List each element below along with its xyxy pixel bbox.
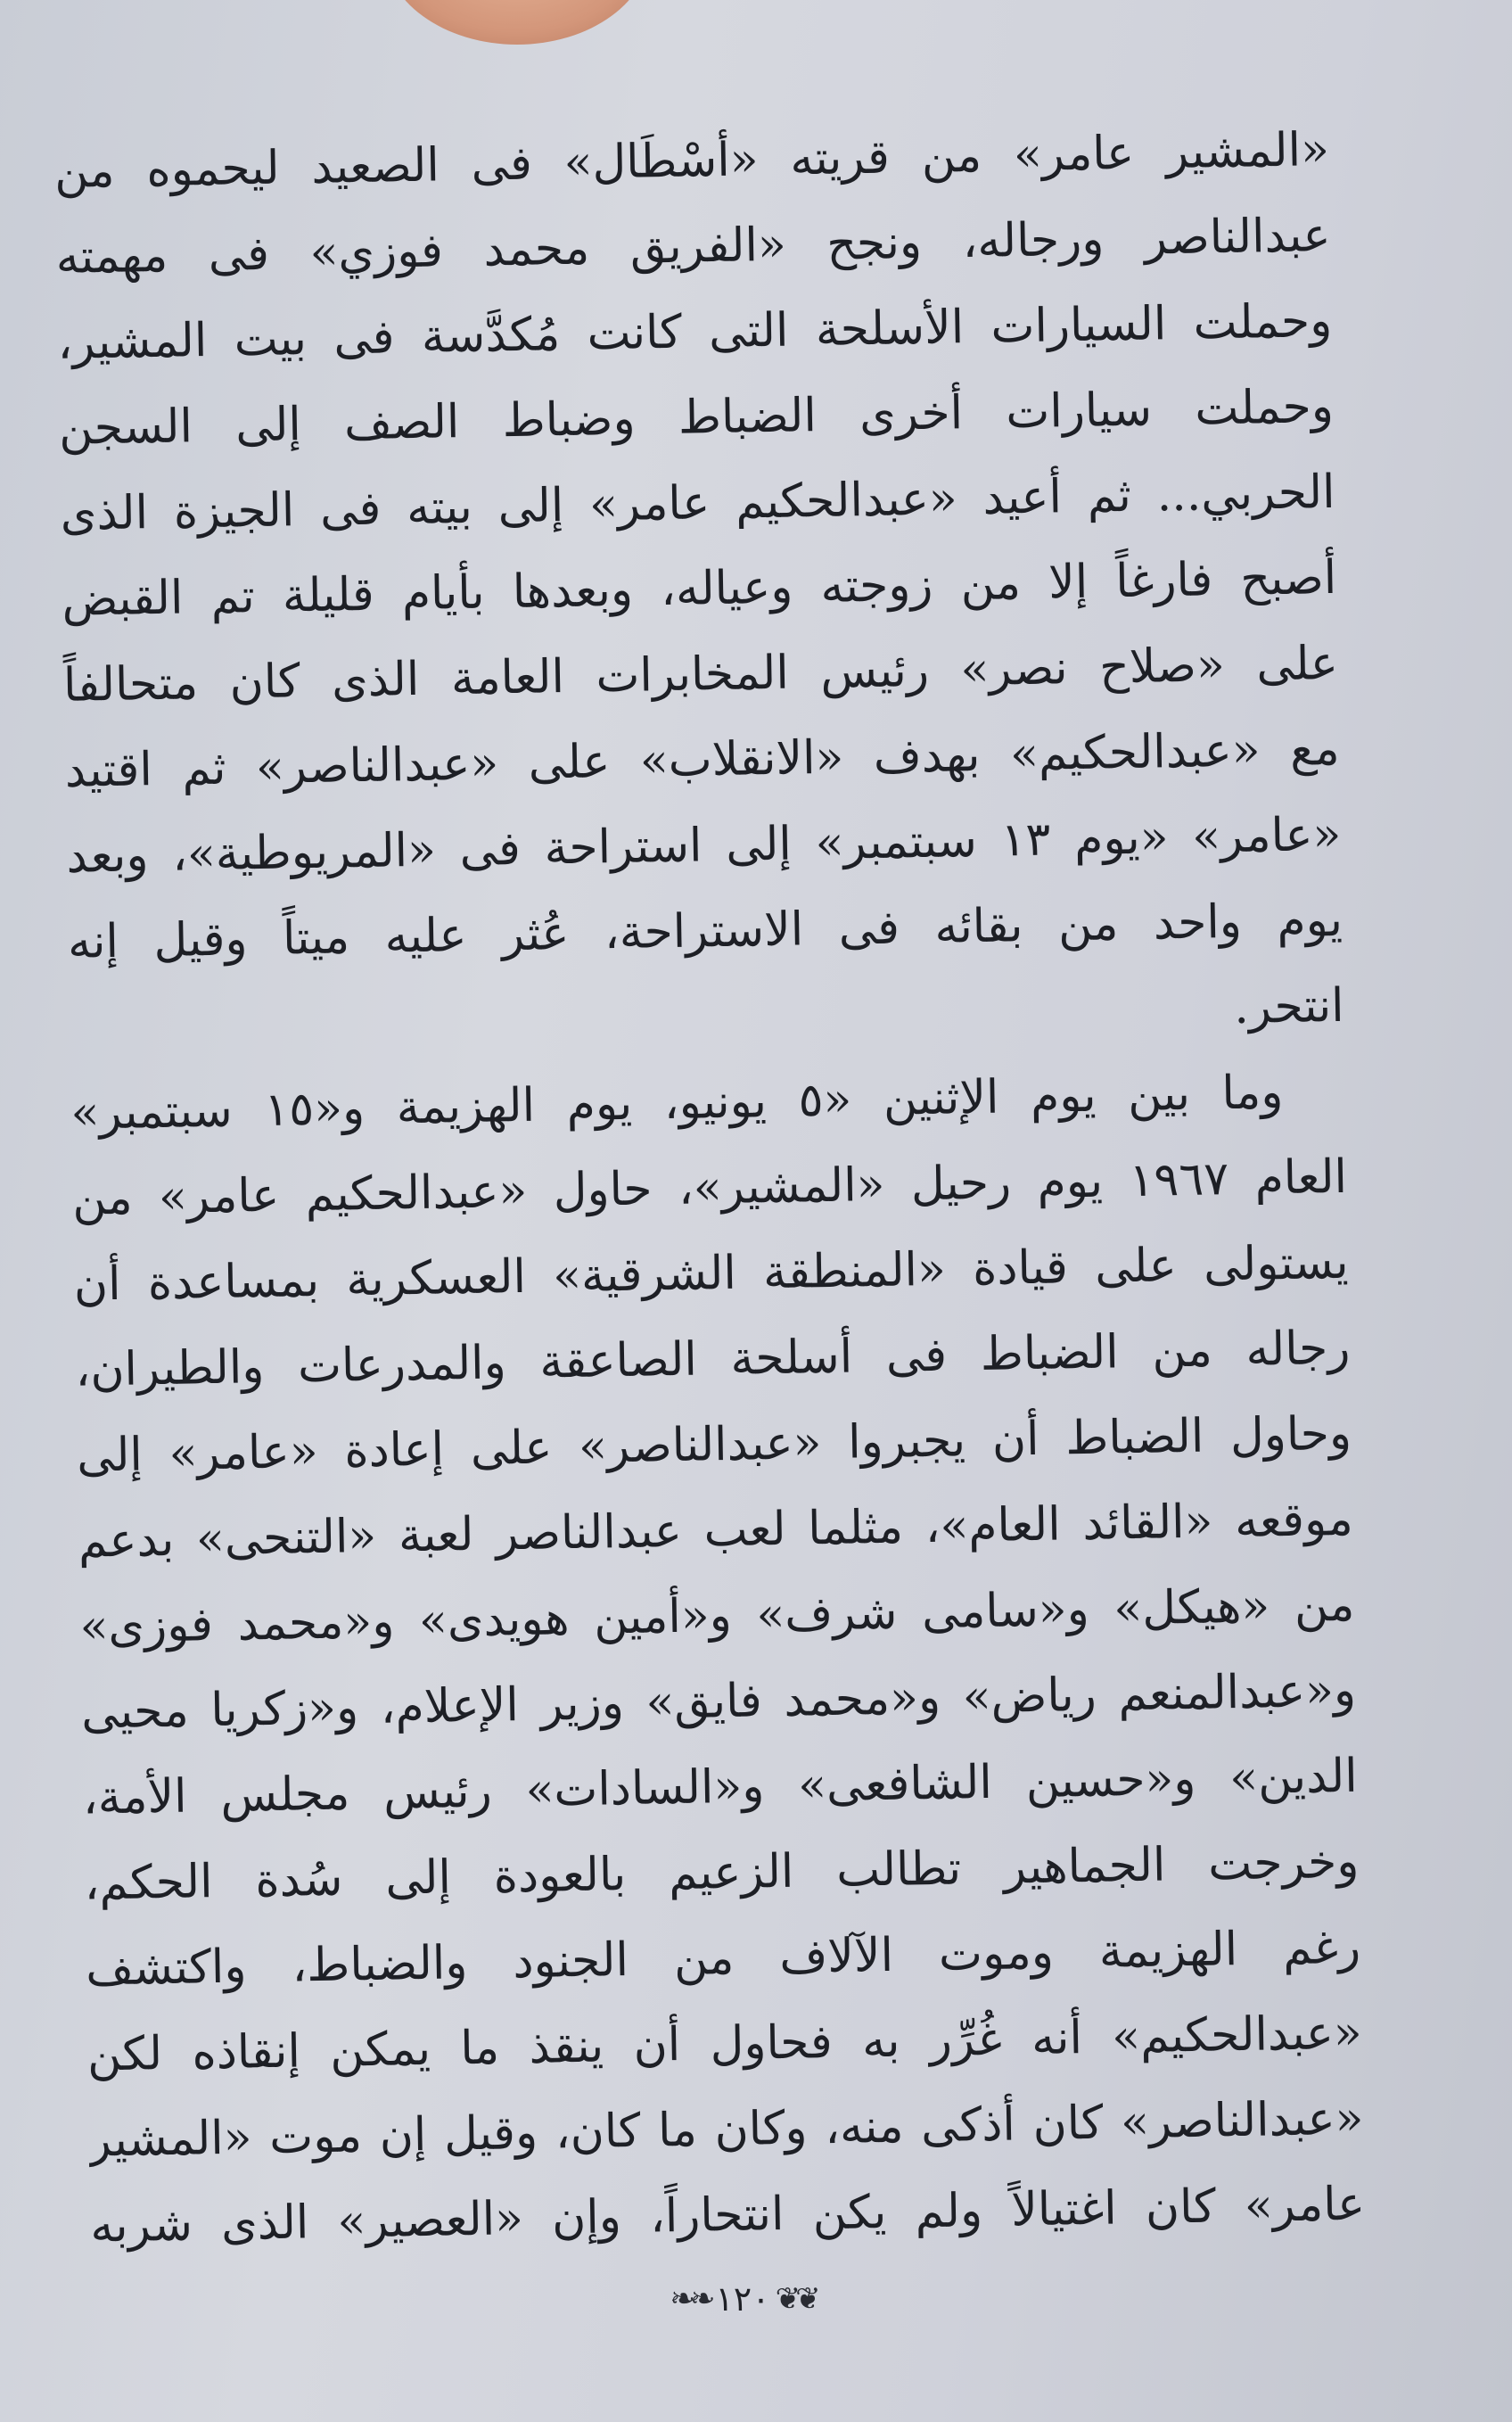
text-line: «عبدالناصر» كان أذكى منه، وكان ما كان، وقيل إن موت «المشير bbox=[88, 2091, 1364, 2168]
text-line: على «صلاح نصر» رئيس المخابرات العامة الذى كان متحالفاً bbox=[62, 636, 1339, 713]
text-line: وخرجت الجماهير تطالب الزعيم بالعودة إلى سُدة الحكم، bbox=[84, 1834, 1360, 1911]
text-line: رغم الهزيمة وموت الآلاف من الجنود والضباط، واكتشف bbox=[85, 1920, 1361, 1997]
paragraph-start-line: وما بين يوم الإثنين «٥ يونيو، يوم الهزيمة و«١٥ سبتمبر» bbox=[70, 1066, 1284, 1141]
text-line: من «هيكل» و«سامى شرف» و«أمين هويدى» و«محمد فوزى» bbox=[79, 1578, 1355, 1654]
flourish-icon: ❧❧ bbox=[670, 2281, 711, 2317]
thumb-in-frame bbox=[383, 0, 651, 45]
text-line: موقعه «القائد العام»، مثلما لعب عبدالناصر لعبة «التنحى» بدعم bbox=[78, 1492, 1354, 1569]
text-line: «المشير عامر» من قريته «أسْطَال» فى الصعيد ليحموه من bbox=[53, 122, 1330, 199]
text-line: يستولى على قيادة «المنطقة الشرقية» العسكرية بمساعدة أن bbox=[73, 1235, 1350, 1312]
text-line: وحاول الضباط أن يجبروا «عبدالناصر» على إعادة «عامر» إلى bbox=[76, 1406, 1352, 1483]
text-line: الدين» و«حسين الشافعى» و«السادات» رئيس مجلس الأمة، bbox=[82, 1749, 1359, 1825]
flourish-icon: ❦❦ bbox=[775, 2281, 816, 2317]
text-line: وحملت السيارات الأسلحة التى كانت مُكدَّسة فى بيت المشير، bbox=[56, 293, 1333, 370]
body-text bbox=[53, 107, 1366, 2270]
text-line: العام ١٩٦٧ يوم رحيل «المشير»، حاول «عبدالحكيم عامر» من bbox=[71, 1149, 1348, 1226]
paragraph-end-line: انتحر. bbox=[1233, 978, 1345, 1034]
page-number: ١٢٠ bbox=[715, 2279, 770, 2319]
text-line: الحربي... ثم أعيد «عبدالحكيم عامر» إلى بيته فى الجيزة الذى bbox=[60, 465, 1336, 541]
page-number-ornament bbox=[670, 2279, 815, 2319]
text-line: أصبح فارغاً إلا من زوجته وعياله، وبعدها بأيام قليلة تم القبض bbox=[61, 550, 1337, 627]
page-footer bbox=[0, 2279, 1512, 2319]
text-line: عبدالناصر ورجاله، ونجح «الفريق محمد فوزي» فى مهمته bbox=[55, 208, 1332, 284]
text-line: «عامر» «يوم ١٣ سبتمبر» إلى استراحة فى «المريوطية»، وبعد bbox=[65, 807, 1342, 884]
text-line: عامر» كان اغتيالاً ولم يكن انتحاراً، وإن «العصير» الذى شربه bbox=[89, 2177, 1366, 2253]
text-line: مع «عبدالحكيم» بهدف «الانقلاب» على «عبدالناصر» ثم اقتيد bbox=[64, 721, 1341, 798]
text-line: وحملت سيارات أخرى الضباط وضباط الصف إلى السجن bbox=[58, 379, 1335, 456]
text-line: يوم واحد من بقائه فى الاستراحة، عُثر عليه ميتاً وقيل إنه bbox=[67, 893, 1344, 969]
text-line: رجاله من الضباط فى أسلحة الصاعقة والمدرعات والطيران، bbox=[74, 1321, 1351, 1397]
text-line: و«عبدالمنعم رياض» و«محمد فايق» وزير الإعلام، و«زكريا محيى bbox=[80, 1663, 1357, 1740]
text-line: «عبدالحكيم» أنه غُرِّر به فحاول أن ينقذ ما يمكن إنقاذه لكن bbox=[86, 2006, 1363, 2082]
